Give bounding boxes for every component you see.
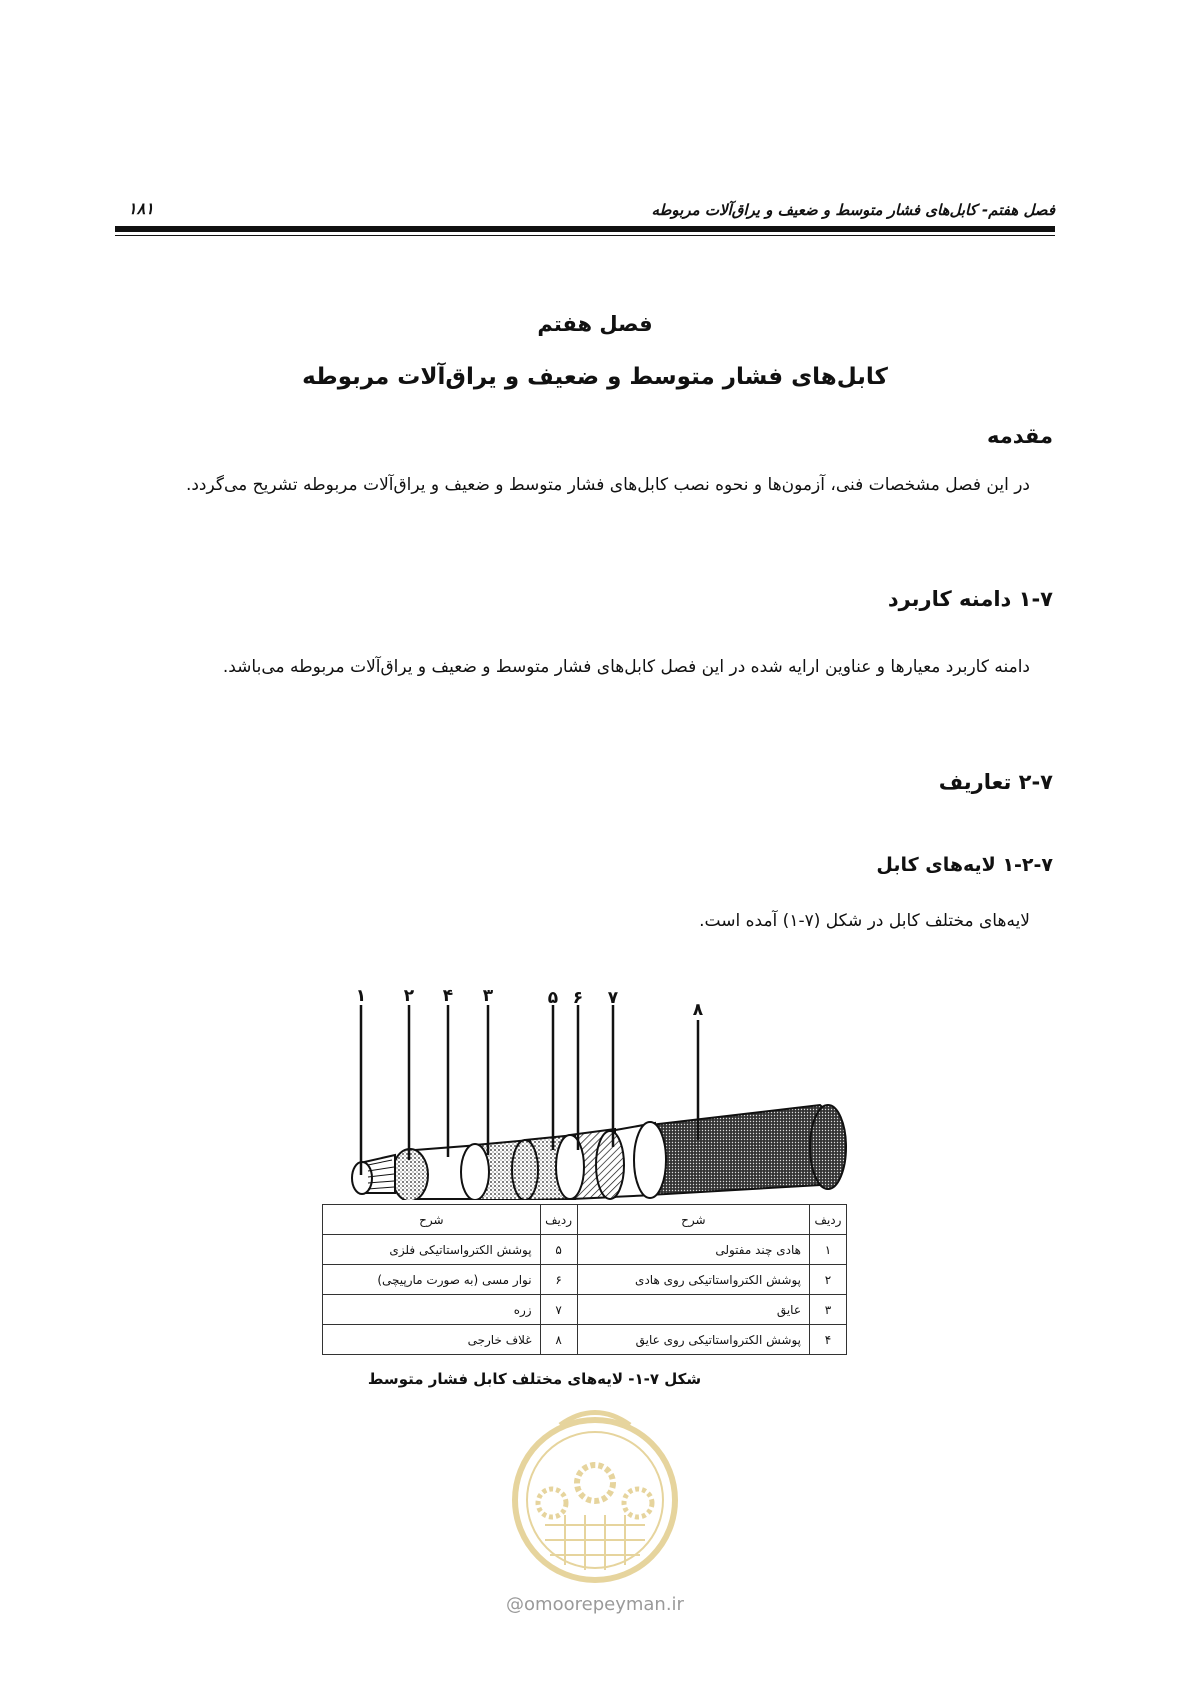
outer-sheath-end [810, 1105, 846, 1189]
table-cell: ۸ [540, 1325, 577, 1355]
definitions-heading: ۲-۷ تعاریف [938, 770, 1053, 794]
table-cell: ۵ [540, 1235, 577, 1265]
table-cell: پوشش الکترواستاتیکی فلزی [323, 1235, 541, 1265]
table-row [323, 1325, 847, 1355]
column-header-description: شرح [323, 1205, 541, 1235]
table-cell: هادی چند مفتولی [577, 1235, 809, 1265]
table-row [323, 1295, 847, 1325]
scope-heading: ۱-۷ دامنه کاربرد [887, 587, 1053, 611]
intro-heading: مقدمه [987, 424, 1053, 448]
cable-layers-heading: ۱-۲-۷ لایه‌های کابل [876, 854, 1053, 876]
chapter-label: فصل هفتم [537, 312, 653, 336]
figure-label: ۸ [692, 1000, 704, 1020]
cable-layers-table [322, 1204, 847, 1355]
table-cell: پوشش الکترواستاتیکی روی عایق [577, 1325, 809, 1355]
table-header-row [323, 1205, 847, 1235]
table-cell: ۱ [810, 1235, 847, 1265]
figure-label: ۵ [547, 988, 559, 1008]
watermark-text: @omoorepeyman.ir [506, 1594, 684, 1615]
table-cell: ۶ [540, 1265, 577, 1295]
table-row [323, 1235, 847, 1265]
table-row [323, 1265, 847, 1295]
column-header-row: ردیف [810, 1205, 847, 1235]
intro-paragraph: در این فصل مشخصات فنی، آزمون‌ها و نحوه نصب کابل‌های فشار متوسط و ضعیف و یراق‌آلات مربوطه تشریح می‌گردد. [185, 475, 1030, 495]
table-cell: ۷ [540, 1295, 577, 1325]
table-cell: ۳ [810, 1295, 847, 1325]
figure-label: ۳ [482, 986, 494, 1006]
running-header-title: فصل هفتم- کابل‌های فشار متوسط و ضعیف و یراق‌آلات مربوطه [651, 201, 1055, 219]
table-cell: ۲ [810, 1265, 847, 1295]
table-cell: نوار مسی (به صورت مارپیچی) [323, 1265, 541, 1295]
figure-caption: شکل ۷-۱- لایه‌های مختلف کابل فشار متوسط [367, 1370, 702, 1388]
column-header-row: ردیف [540, 1205, 577, 1235]
chapter-title: کابل‌های فشار متوسط و ضعیف و یراق‌آلات مربوطه [302, 364, 888, 390]
figure-label: ۱ [355, 986, 367, 1006]
cable-layers-paragraph: لایه‌های مختلف کابل در شکل (۷-۱) آمده است. [699, 911, 1030, 931]
table-cell: پوشش الکترواستاتیکی روی هادی [577, 1265, 809, 1295]
watermark-seal-logo [490, 1395, 700, 1585]
figure-label: ۴ [442, 986, 454, 1006]
figure-label: ۶ [572, 988, 584, 1008]
header-rule-thin [115, 235, 1055, 236]
scope-paragraph: دامنه کاربرد معیارها و عناوین ارایه شده در این فصل کابل‌های فشار متوسط و ضعیف و یراق‌آلات مربوطه می‌باشد. [222, 657, 1030, 677]
header-rule-thick [115, 226, 1055, 232]
column-header-description: شرح [577, 1205, 809, 1235]
page-number: ۱۸۱ [128, 199, 154, 218]
table-cell: زره [323, 1295, 541, 1325]
figure-label: ۲ [403, 986, 415, 1006]
table-cell: عایق [577, 1295, 809, 1325]
cable-layers-figure [350, 985, 860, 1200]
table-cell: ۴ [810, 1325, 847, 1355]
figure-label: ۷ [607, 988, 619, 1008]
table-cell: غلاف خارجی [323, 1325, 541, 1355]
